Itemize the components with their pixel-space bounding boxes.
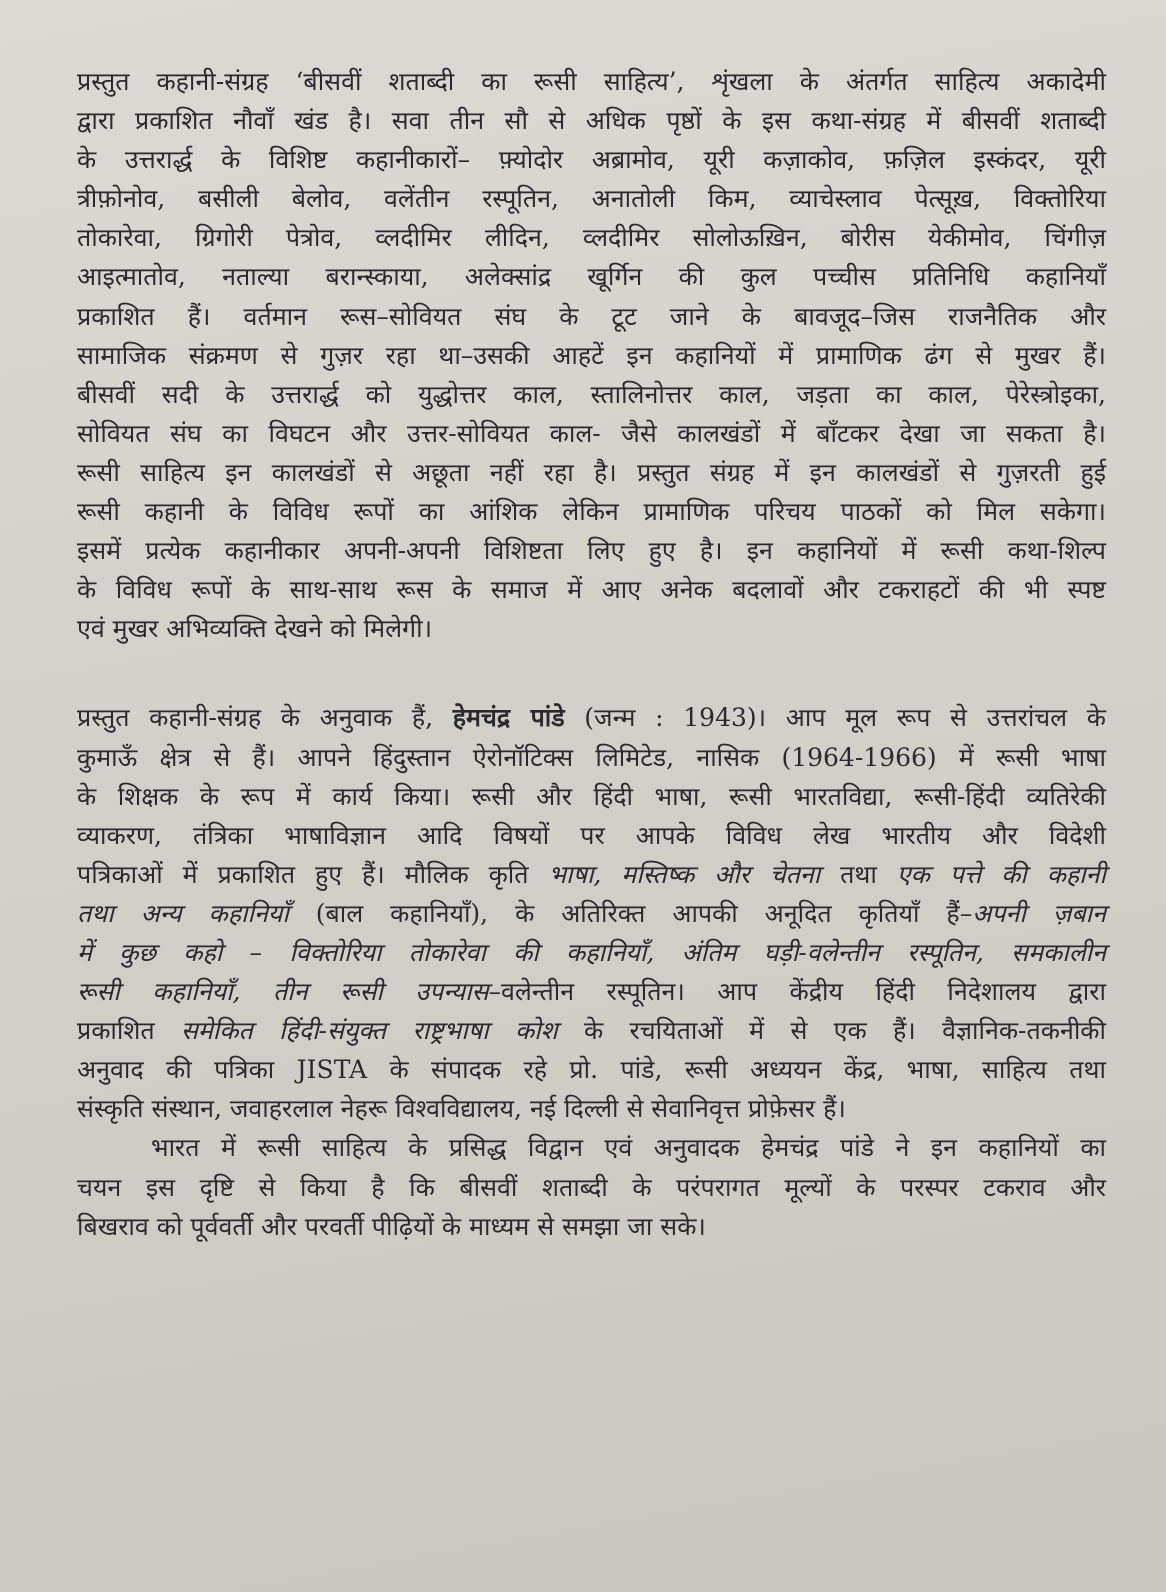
text-run: पत्रिकाओं में प्रकाशित हुए हैं। मौलिक कृति — [77, 859, 549, 889]
text-line — [77, 972, 1106, 1011]
book-title: अपनी ज़बान — [972, 898, 1106, 928]
text-run: तथा — [820, 859, 897, 889]
text-line: सामाजिक संक्रमण से गुज़र रहा था–उसकी आहटें इन कहानियों में प्रामाणिक ढंग से मुखर हैं। — [77, 340, 1106, 370]
text-line: सोवियत संघ का विघटन और उत्तर-सोवियत काल- जैसे कालखंडों में बाँटकर देखा जा सकता है। — [77, 418, 1106, 448]
text-run: प्रकाशित — [77, 1016, 181, 1046]
book-title: एक पत्ते की कहानी — [896, 859, 1106, 889]
text-line: द्वारा प्रकाशित नौवाँ खंड है। सवा तीन सौ से अधिक पृष्ठों के इस कथा-संग्रह में बीसवीं शताब्दी — [77, 106, 1106, 136]
paragraph-selection-note — [77, 1128, 1106, 1245]
book-title: समेकित हिंदी-संयुक्त राष्ट्रभाषा कोश — [180, 1016, 558, 1046]
text-line: रूसी साहित्य इन कालखंडों से अछूता नहीं रहा है। प्रस्तुत संग्रह में इन कालखंडों से गुज़रती हुई — [77, 457, 1106, 487]
paragraph-collection-intro — [77, 62, 1106, 648]
paragraph-gap — [77, 648, 1106, 698]
text-line: प्रकाशित हैं। वर्तमान रूस–सोवियत संघ के टूट जाने के बावजूद–जिस राजनैतिक और — [77, 301, 1106, 331]
text-line: संस्कृति संस्थान, जवाहरलाल नेहरू विश्वविद्यालय, नई दिल्ली से सेवानिवृत्त प्रोफ़ेसर हैं। — [77, 1094, 846, 1124]
text-line: में कुछ कहो – विक्तोरिया तोकारेवा की कहानियाँ, अंतिम घड़ी-वलेन्तीन रस्पूतिन, समकालीन — [77, 937, 1106, 967]
text-line — [77, 894, 1106, 933]
book-title: रूसी कहानियाँ, तीन रूसी उपन्यास — [77, 977, 489, 1007]
text-line — [77, 855, 1106, 894]
text-line: रूसी कहानी के विविध रूपों का आंशिक लेकिन प्रामाणिक परिचय पाठकों को मिल सकेगा। — [77, 497, 1106, 527]
text-line: भारत में रूसी साहित्य के प्रसिद्ध विद्वान एवं अनुवादक हेमचंद्र पांडे ने इन कहानियों का — [151, 1133, 1106, 1163]
book-title: तथा अन्य कहानियाँ — [77, 898, 289, 928]
text-line: के उत्तरार्द्ध के विशिष्ट कहानीकारों– फ़्योदोर अब्रामोव, यूरी कज़ाकोव, फ़ज़िल इस्कंदर, यूरी — [77, 145, 1106, 175]
text-line: बिखराव को पूर्ववर्ती और परवर्ती पीढ़ियों के माध्यम से समझा जा सके। — [77, 1211, 706, 1241]
text-line: अनुवाद की पत्रिका JISTA के संपादक रहे प्रो. पांडे, रूसी अध्ययन केंद्र, भाषा, साहित्य तथा — [77, 1055, 1106, 1085]
text-line: त्रीफ़ोनोव, बसीली बेलोव, वलेंतीन रस्पूतिन, अनातोली किम, व्याचेस्लाव पेत्सूख़, विक्तोरिया — [77, 184, 1106, 214]
text-line: चयन इस दृष्टि से किया है कि बीसवीं शताब्दी के परंपरागत मूल्यों के परस्पर टकराव और — [77, 1172, 1106, 1202]
text-line: व्याकरण, तंत्रिका भाषाविज्ञान आदि विषयों पर आपके विविध लेख भारतीय और विदेशी — [77, 820, 1106, 850]
text-line: के विविध रूपों के साथ-साथ रूस के समाज में आए अनेक बदलावों और टकराहटों की भी स्पष्ट — [77, 575, 1106, 605]
text-line: के शिक्षक के रूप में कार्य किया। रूसी और हिंदी भाषा, रूसी भारतविद्या, रूसी-हिंदी व्यतिरेकी — [77, 781, 1106, 811]
text-line — [77, 1011, 1106, 1050]
paragraph-translator-bio — [77, 698, 1106, 1128]
text-run: –वलेन्तीन रस्पूतिन। आप केंद्रीय हिंदी निदेशालय द्वारा — [488, 977, 1106, 1007]
text-line: प्रस्तुत कहानी-संग्रह ‘बीसवीं शताब्दी का रूसी साहित्य’, शृंखला के अंतर्गत साहित्य अकादेमी — [77, 67, 1106, 96]
text-line: इसमें प्रत्येक कहानीकार अपनी-अपनी विशिष्टता लिए हुए है। इन कहानियों में रूसी कथा-शिल्प — [77, 536, 1106, 566]
text-run: (बाल कहानियाँ), के अतिरिक्त आपकी अनूदित कृतियाँ हैं– — [288, 898, 973, 928]
text-run: के रचयिताओं में से एक हैं। वैज्ञानिक-तकनीकी — [557, 1016, 1106, 1046]
text-line: एवं मुखर अभिव्यक्ति देखने को मिलेगी। — [77, 614, 433, 644]
translator-name: हेमचंद्र पांडे — [452, 703, 565, 733]
book-title: भाषा, मस्तिष्क और चेतना — [548, 859, 821, 889]
text-line: तोकारेवा, ग्रिगोरी पेत्रोव, व्लदीमिर लीदिन, व्लदीमिर सोलोऊख़िन, बोरीस येकीमोव, चिंगीज़ — [77, 223, 1106, 253]
text-run: (जन्म : 1943)। आप मूल रूप से उत्तरांचल के — [564, 703, 1106, 733]
text-line: कुमाऊँ क्षेत्र से हैं। आपने हिंदुस्तान ऐरोनॉटिक्स लिमिटेड, नासिक (1964-1966) में रूसी भाषा — [77, 742, 1106, 772]
text-run: प्रस्तुत कहानी-संग्रह के अनुवाक हैं, — [77, 703, 453, 733]
text-line: आइत्मातोव, नताल्या बरान्स्काया, अलेक्सांद्र खूर्गिन की कुल पच्चीस प्रतिनिधि कहानियाँ — [77, 262, 1106, 292]
text-line — [77, 698, 1106, 737]
text-line: बीसवीं सदी के उत्तरार्द्ध को युद्धोत्तर काल, स्तालिनोत्तर काल, जड़ता का काल, पेरेस्त्रोइका, — [77, 379, 1106, 409]
